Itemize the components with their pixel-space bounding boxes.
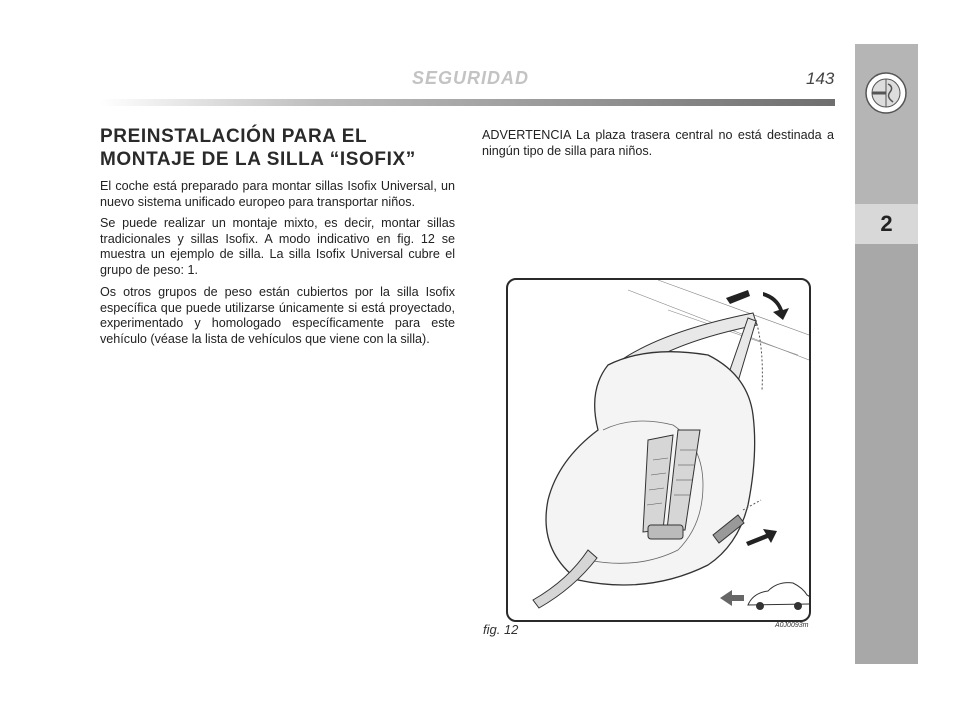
car-icon	[748, 583, 809, 605]
paragraph-2: Se puede realizar un montaje mixto, es decir, montar sillas tradicionales y sillas Isofix. A modo indicativo en fig. 12 se muestra un ejemplo de silla. La silla Isofix Universal cubre el grupo de peso: 1.	[100, 216, 455, 278]
heading-line-2: MONTAJE DE LA SILLA “ISOFIX”	[100, 149, 416, 170]
page-number: 143	[806, 69, 835, 88]
header-rule	[100, 99, 835, 106]
chapter-number: 2	[880, 211, 893, 236]
paragraph-1: El coche está preparado para montar sillas Isofix Universal, un nuevo sistema unificado europeo para transportar niños.	[100, 179, 455, 209]
figure-frame	[506, 278, 811, 622]
arrow-isofix-icon	[746, 529, 777, 546]
arrow-top-left-icon	[726, 290, 750, 304]
child-seat-illustration	[508, 280, 809, 620]
arrow-top-right-icon	[763, 292, 789, 320]
heading-line-1: PREINSTALACIÓN PARA EL	[100, 126, 368, 147]
figure-code: A0J0093m	[775, 622, 809, 629]
article-heading	[100, 125, 450, 171]
alfa-romeo-logo-icon	[865, 72, 907, 114]
warning-text: ADVERTENCIA La plaza trasera central no está destinada a ningún tipo de silla para niños.	[482, 128, 834, 158]
arrow-left-icon	[720, 590, 744, 606]
section-title: SEGURIDAD	[412, 68, 530, 88]
figure-caption: fig. 12	[483, 622, 519, 637]
chapter-tab[interactable]	[855, 204, 918, 244]
side-column	[855, 44, 918, 664]
paragraph-3: Os otros grupos de peso están cubiertos por la silla Isofix específica que puede utilizarse únicamente si está proyectado, experimentado y homologado específicamente para este vehículo (véase la lista de vehículos que viene con la silla).	[100, 285, 455, 347]
side-column-top	[855, 44, 918, 204]
